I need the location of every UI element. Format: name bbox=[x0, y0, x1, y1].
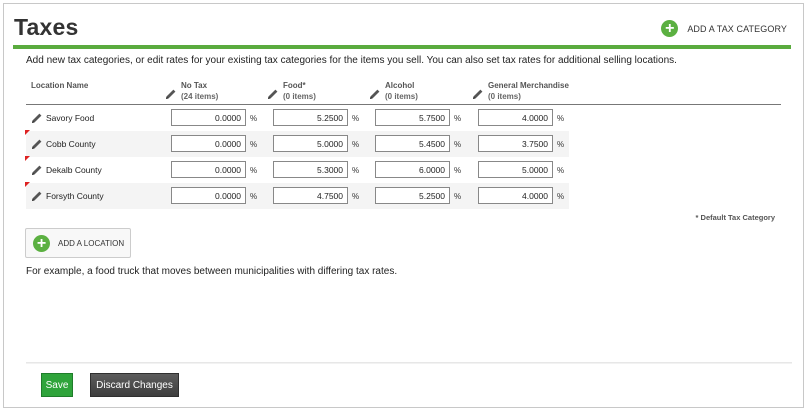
tax-category-name: Alcohol bbox=[385, 81, 415, 90]
percent-sign: % bbox=[250, 192, 258, 201]
tax-category-name: Food* bbox=[283, 81, 306, 90]
default-tax-category-note: * Default Tax Category bbox=[695, 213, 775, 222]
tax-rate-input[interactable] bbox=[375, 135, 450, 152]
add-location-label: ADD A LOCATION bbox=[58, 238, 125, 248]
percent-sign: % bbox=[454, 114, 462, 123]
tax-rate-input[interactable] bbox=[478, 187, 553, 204]
table-row bbox=[26, 131, 569, 157]
pencil-icon[interactable] bbox=[31, 138, 43, 150]
tax-rate-input[interactable] bbox=[171, 187, 246, 204]
percent-sign: % bbox=[454, 140, 462, 149]
location-name: Cobb County bbox=[46, 139, 96, 149]
add-tax-category-label: ADD A TAX CATEGORY bbox=[687, 23, 787, 34]
plus-circle-icon: + bbox=[33, 235, 50, 252]
pencil-icon[interactable] bbox=[31, 164, 43, 176]
tax-category-name: No Tax bbox=[181, 81, 208, 90]
tax-category-name: General Merchandise bbox=[488, 81, 569, 90]
percent-sign: % bbox=[250, 140, 258, 149]
location-name: Savory Food bbox=[46, 113, 95, 123]
tax-rate-input[interactable] bbox=[375, 161, 450, 178]
tax-rate-input[interactable] bbox=[478, 161, 553, 178]
location-name: Dekalb County bbox=[46, 165, 102, 175]
pencil-icon[interactable] bbox=[369, 88, 381, 100]
page-title: Taxes bbox=[14, 14, 79, 40]
table-row bbox=[26, 183, 569, 209]
location-name-header: Location Name bbox=[31, 81, 89, 90]
table-row bbox=[26, 105, 569, 131]
pencil-icon[interactable] bbox=[165, 88, 177, 100]
percent-sign: % bbox=[454, 192, 462, 201]
tax-rate-input[interactable] bbox=[375, 187, 450, 204]
title-divider bbox=[13, 45, 791, 49]
changed-marker bbox=[25, 182, 30, 187]
footer-divider bbox=[26, 362, 792, 364]
add-tax-category-button[interactable] bbox=[661, 20, 787, 37]
percent-sign: % bbox=[250, 166, 258, 175]
tax-rate-input[interactable] bbox=[171, 109, 246, 126]
changed-marker bbox=[25, 130, 30, 135]
tax-rate-input[interactable] bbox=[375, 109, 450, 126]
discard-changes-button[interactable]: Discard Changes bbox=[90, 373, 179, 397]
tax-rate-input[interactable] bbox=[273, 135, 348, 152]
tax-category-item-count: (24 items) bbox=[181, 92, 219, 101]
tax-category-header bbox=[488, 80, 570, 102]
percent-sign: % bbox=[352, 192, 360, 201]
percent-sign: % bbox=[250, 114, 258, 123]
pencil-icon[interactable] bbox=[31, 112, 43, 124]
pencil-icon[interactable] bbox=[31, 190, 43, 202]
tax-rate-input[interactable] bbox=[171, 135, 246, 152]
taxes-panel bbox=[3, 3, 804, 408]
page-description: Add new tax categories, or edit rates for your existing tax categories for the items you sell. You can also set tax rates for additional selling locations. bbox=[26, 55, 677, 66]
tax-rate-input[interactable] bbox=[273, 161, 348, 178]
location-name: Forsyth County bbox=[46, 191, 104, 201]
tax-rate-input[interactable] bbox=[273, 109, 348, 126]
tax-rate-input[interactable] bbox=[273, 187, 348, 204]
tax-category-header bbox=[181, 80, 263, 102]
tax-rate-input[interactable] bbox=[478, 109, 553, 126]
plus-circle-icon: + bbox=[661, 20, 678, 37]
percent-sign: % bbox=[557, 192, 565, 201]
example-text: For example, a food truck that moves between municipalities with differing tax rates. bbox=[26, 266, 398, 277]
changed-marker bbox=[25, 156, 30, 161]
percent-sign: % bbox=[557, 114, 565, 123]
percent-sign: % bbox=[557, 140, 565, 149]
percent-sign: % bbox=[352, 114, 360, 123]
add-location-button[interactable] bbox=[25, 228, 131, 258]
tax-rate-input[interactable] bbox=[171, 161, 246, 178]
percent-sign: % bbox=[454, 166, 462, 175]
tax-rate-input[interactable] bbox=[478, 135, 553, 152]
tax-category-item-count: (0 items) bbox=[385, 92, 418, 101]
save-button[interactable]: Save bbox=[41, 373, 73, 397]
tax-category-header bbox=[283, 80, 365, 102]
tax-category-item-count: (0 items) bbox=[488, 92, 521, 101]
pencil-icon[interactable] bbox=[472, 88, 484, 100]
tax-category-item-count: (0 items) bbox=[283, 92, 316, 101]
percent-sign: % bbox=[352, 140, 360, 149]
percent-sign: % bbox=[352, 166, 360, 175]
percent-sign: % bbox=[557, 166, 565, 175]
pencil-icon[interactable] bbox=[267, 88, 279, 100]
tax-category-header bbox=[385, 80, 467, 102]
table-row bbox=[26, 157, 569, 183]
